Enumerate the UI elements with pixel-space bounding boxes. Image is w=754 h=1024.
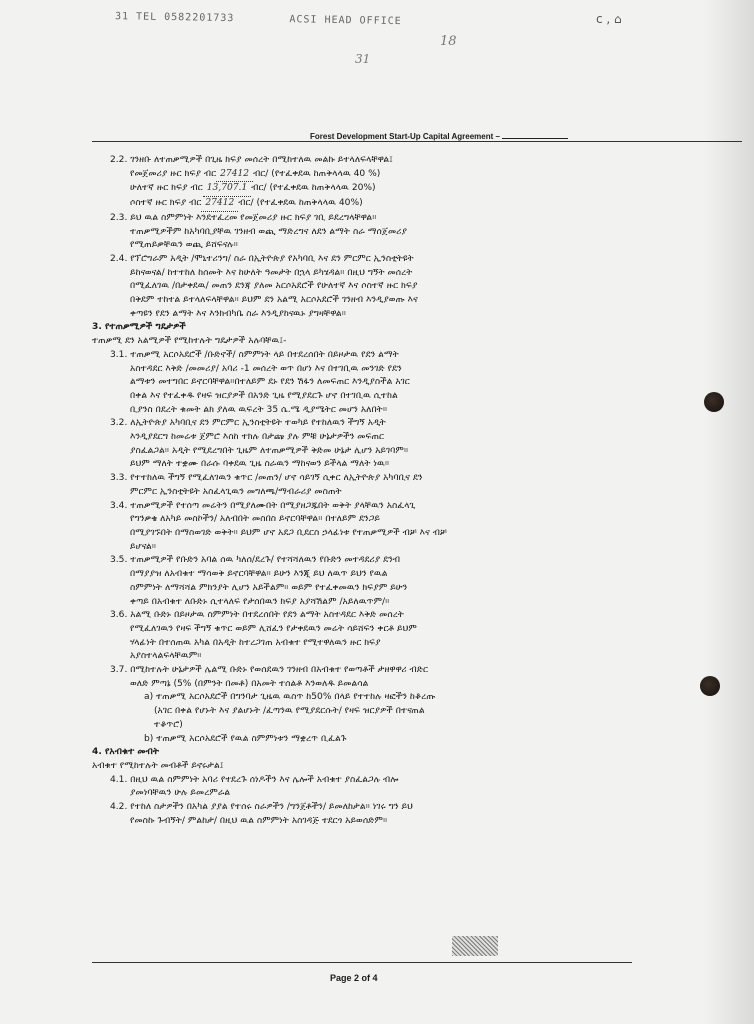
body-line (92, 308, 704, 322)
line-text: በቀል እና የተፈቀዱ የዛፍ ዝርያዎች በአንድ ጊዜ የሚያደርጉ ሆኖ በተገቢዉ ሲተከል (130, 390, 398, 401)
line-text: 4. የአብቁተ መብት (92, 747, 160, 758)
body-line (92, 705, 704, 719)
line-text: የሚጠይቃቸዉን ወጪ ይሸፍናሉ። (130, 240, 238, 251)
line-text: የመጀመሪያ ዙር ክፍያ ብር (130, 168, 217, 179)
line-text: ተጠቃሚ ደን አልሚዎች የሚከተሉት ግዴታዎች አሉባቸዉ፤- (92, 336, 287, 347)
line-text: 3.4. ተጠቃሚዎች የተሰጣ መሬትን በሚያለሙበት በሚያዘጋጁበት ወቅት ያላቸዉን አስፈላጊ (110, 500, 416, 511)
fax-office: ACSI HEAD OFFICE (289, 14, 402, 28)
line-text: 3.1. ተጠቃሚ አርሶአደሮች /ቡድኖች/ ስምምነት ላይ በተደረሰበት በይዞታዉ የደን ልማት (110, 349, 399, 360)
body-line (92, 582, 704, 596)
body-line (92, 182, 704, 197)
body-line (92, 678, 704, 692)
footer-rule (92, 962, 632, 963)
header-rule (92, 141, 742, 142)
body-line (92, 154, 704, 168)
body-line (92, 253, 704, 267)
body-line (92, 404, 704, 418)
body-line (92, 349, 704, 363)
line-text: አያስተላልፍላቸዉም። (130, 651, 202, 662)
body-line (92, 664, 704, 678)
line-text: ስምምነት ለማሻሻል ምክንያት ሊሆን አይችልም። ወይም የተፈቀመዉን ክፍያም ይሁን (130, 582, 408, 593)
body-line (92, 733, 704, 747)
body-line (92, 431, 704, 445)
body-line (92, 321, 704, 335)
line-text: 2.2. ገንዘቡ ለተጠቃሚዎች በጊዜ ክፍያ መሰረት በሚከተለዉ መልኩ ይተላለፍላቸዋል፤ (110, 155, 393, 165)
line-text: ልማቱን መተግበር ይኖርባቸዋል።በተለይም ደኑ የደን ሽፋን ለመፍጠር እንዲያስችል አገር (130, 377, 410, 388)
body-line (92, 541, 704, 555)
line-text: አስተዳደር እቅድ /መመሪያ/ አባሪ -1 መሰረት ወጥ በሆነ እና በተገቢዉ መንገድ የደን (130, 363, 402, 374)
body-line (92, 596, 704, 610)
line-text: 4.2. የተከለ ስታዎችን በአካል ያያል የተሰሩ ስራዎችን /ግንጀቶችን/ ይመለከታል። ነገሩ ግን ይህ (110, 802, 413, 813)
running-head (310, 132, 568, 141)
body-line (92, 239, 704, 253)
line-text: የሚፈለገዉን የዛፍ ችግኝ ቁጥር ወይም ሊሸፈን የታቀደዉን መሬት ሳይሸፍን ቀርቶ ይህም (130, 623, 417, 634)
line-text: በቅደም ተከተል ይተላለፍላቸዋል። ይህም ደን አልሚ አርሶአደሮች ገንዘብ እንዲያወጡ እና (130, 295, 418, 306)
page-number: Page 2 of 4 (330, 973, 378, 983)
line-text: የመስኩ ጉብኝት/ ምልከታ/ በዚህ ዉል ስምምነት አስገዳጅ ተደርጎ አይወሰድም። (130, 815, 388, 826)
line-text: የግንቃቄ ለአካይ መስኮችን/ አለብበት መስበስ ይኖርባቸዋል። በተለይም ደንጋይ (130, 514, 380, 525)
body-line (92, 637, 704, 651)
document-body (92, 154, 704, 828)
line-text: 3.3. የተተከለዉ ችግኝ የሚፈለገዉን ቁጥር /መጠን/ ሆኖ ሳይገኝ ሲቀር ለኢትዮጵያ አካባቢና ደን (110, 473, 423, 484)
body-line (92, 623, 704, 637)
line-text: 2.3. ይህ ዉል ስምምነት እንደተፈረመ የመጀመሪያ ዙር ክፍያ ገቢ ይደረግላቸዋል። (110, 212, 377, 223)
body-line (92, 294, 704, 308)
line-text: ሃላፊነት በተሰጠዉ አካል በአዲት ከተረጋገጠ አብቁተ የሚተዋለዉን ዙር ክፍያ (130, 637, 381, 648)
line-text: በሚያገኙበት በማስወገድ ወቅት። ይህም ሆኖ አደጋ ቢደርስ ኃላፊነቱ የተጠቃሚዎች ብቻ እና ብቻ (130, 527, 447, 538)
body-line (92, 527, 704, 541)
line-text: ያመነባቸዉን ሁሉ ይመረምራል (130, 788, 231, 799)
fax-header (115, 11, 450, 28)
body-line (92, 376, 704, 390)
line-text: 4.1. በዚህ ዉል ስምምነት አባሪ የተደረጉ ሰነዶችን እና ሌሎች አብቁተ ያስፈልጋሉ ብሎ (110, 774, 399, 785)
body-line (92, 458, 704, 472)
line-text: ቀጣዩን የደን ልማት እና እንክብካቤ ስራ እንዲያከናዉኑ ያግዛቸዋል። (130, 308, 346, 319)
body-line (92, 390, 704, 404)
body-line (92, 513, 704, 527)
line-text: አብቁተ የሚከተሉት መብቶች ይኖሩታል፤ (92, 760, 224, 771)
body-line (92, 168, 704, 183)
line-text: 3.5. ተጠቃሚዎች የቡድን አባል ሰዉ ካለሰ/ደረጉ/ የተሻሻለዉን የቡድን መተዳደሪያ ደንብ (110, 555, 401, 566)
barcode-stamp (452, 936, 498, 956)
body-line (92, 280, 704, 294)
body-line (92, 691, 704, 705)
line-text: (አገር በቀል የሆኑት እና ያልሆኑት /ፈጣንዉ የሚያደርሱት/ የዛፍ ዝርያዎች በተናጠል (154, 706, 425, 717)
line-text: ይህም ማለት ተቋሙ በራሱ ባቀደዉ ጊዜ ስራዉን ማከናወን ይችላል ማለት ነዉ። (130, 459, 390, 470)
line-text: 3.2. ለኢትዮጵያ አካባቢና ደን ምርምር ኢንስቲትዩት ተወካይ የተከለዉን ችግኝ አዲት (110, 418, 386, 429)
handwritten-page-mark: 18 (440, 34, 457, 49)
line-text: ተጠቃሚዎችም ከአካባቢያቸዉ ገንዘብ ወጪ ማድረግና ለደን ልማት ስራ ማሰጀመሪያ (130, 226, 407, 237)
body-line (92, 267, 704, 281)
body-line (92, 801, 704, 815)
line-text: 3.6. አልሚ ቡድኑ በይዞታዉ ስምምነት በተደረሰበት የደን ልማት አስተዳደር እቅድ መሰረት (110, 610, 404, 621)
punch-hole-upper (704, 392, 724, 412)
body-line (92, 815, 704, 829)
handwritten-folio: 31 (355, 52, 371, 66)
line-text: ምርምር ኢንስቲትዩት አስፈላጊዉን መግለጫ/ማብራሪያ መስጠት (130, 486, 342, 497)
body-line (92, 212, 704, 226)
body-line (92, 609, 704, 623)
body-line (92, 417, 704, 431)
line-text-tail: ብር/ (የተፈቀደዉ ከጠቅላላዉ 20%) (251, 183, 376, 194)
line-text: በማያያዝ ለአብቁተ ማሳወቅ ይኖርባቸዋል። ይሁን እንጂ ይህ ለዉጥ ይህን የዉል (130, 569, 388, 580)
running-head-text: Forest Development Start-Up Capital Agreement – (310, 132, 500, 141)
line-text: ይከናወናል/ ከተተከለ ከሰመት እና ከሁለት ዓመታት በኋላ ይካሄዳል። በዚህ ግኝት መሰረት (130, 267, 413, 278)
line-text: ሶስተኛ ዙር ክፍያ ብር (130, 198, 202, 209)
page-edge-shadow (704, 0, 754, 1024)
body-line (92, 774, 704, 788)
line-text: ይሆናል። (130, 541, 157, 552)
line-text: ሁለተኛ ዙር ክፍያ ብር (130, 183, 203, 194)
line-text: ያስፈልጋል። አዲት የሚደረግበት ጊዜም ለተጠቃሚዎች ቅድመ ሁኔታ ሊሆን አይገባም። (130, 445, 409, 456)
handwritten-amount: 13,707.1 (203, 182, 252, 197)
fax-tel: 31 TEL 0582201733 (114, 11, 235, 25)
body-line (92, 197, 704, 212)
line-text: በሚፈለገዉ /በታቀደዉ/ መጠን ደንጃ ያለመ አርሶአደሮች የሁለተኛ እና ሶስተኛ ዙር ክፍያ (130, 281, 418, 292)
body-line (92, 746, 704, 760)
line-text-tail: ብር/ (የተፈቀደዉ ከጠቅላላዉ 40%) (238, 198, 363, 209)
line-text: b) ተጠቃሚ አርሶአደሮች የዉል ስምምነቱን ማቋረጥ ቢፈልጉ (144, 733, 347, 744)
body-line (92, 568, 704, 582)
line-text: 2.4. የፕሮግራም አዲት /ሞኒተሪንግ/ ስራ በኢትዮጵያ የአካባቢ እና ደን ምርምር ኢንስቲትዩት (110, 253, 414, 264)
corner-marks: ⅽ , ⌂ (596, 12, 622, 26)
body-line (92, 226, 704, 240)
body-line (92, 500, 704, 514)
body-line (92, 650, 704, 664)
body-line (92, 554, 704, 568)
line-text: ቢያንስ በደረት ቁመት ልክ ያለዉ ዉፍረት 35 ሴ.ሜ ዲያሜትር መሆን አለበት። (130, 404, 388, 415)
line-text: 3. የተጠቃሚዎች ግዴታዎች (92, 322, 186, 333)
body-line (92, 760, 704, 774)
body-line (92, 335, 704, 349)
punch-hole-lower (700, 676, 720, 696)
body-line (92, 445, 704, 459)
handwritten-amount: 27412 (216, 168, 253, 183)
body-line (92, 363, 704, 377)
line-text: ቀጣይ በአብቁተ ለቡድኑ ሲተላለፍ የታሰበዉን ክፍያ አያሻሽልም /አይለዉጥም/። (130, 596, 390, 607)
line-text: a) ተጠቃሚ አርሶአደሮች በግንባታ ጊዜዉ ዉስጥ ከ50% በላይ የተተከሉ ዛፎችን ከቆረጡ (144, 692, 436, 703)
body-line (92, 472, 704, 486)
line-text: ተቆጥሮ) (154, 719, 183, 730)
body-line (92, 719, 704, 733)
body-line (92, 787, 704, 801)
line-text: 3.7. በሚከተሉት ሁኔታዎች ሌልሚ ቡድኑ የወሰደዉን ገንዘብ በአብቁተ የወጣቶች ታዘዋዋሪ ብድር (110, 665, 429, 676)
body-line (92, 486, 704, 500)
line-text: ወለድ ምጣኔ (5% (በምንት በመቶ) በአመት ተሰልቶ እንወለዱ ይመልሳል (130, 678, 369, 689)
handwritten-amount: 27412 (201, 197, 238, 212)
running-head-fill-line (502, 138, 568, 139)
line-text: እንዲያደርግ ከመሬቱ ጀምሮ እስከ ተክሉ በታጩ ያሉ ምቹ ሁኔታዎችን መፍጠር (130, 432, 385, 443)
line-text-tail: ብር/ (የተፈቀደዉ ከጠቅላላዉ 40 %) (253, 168, 381, 179)
